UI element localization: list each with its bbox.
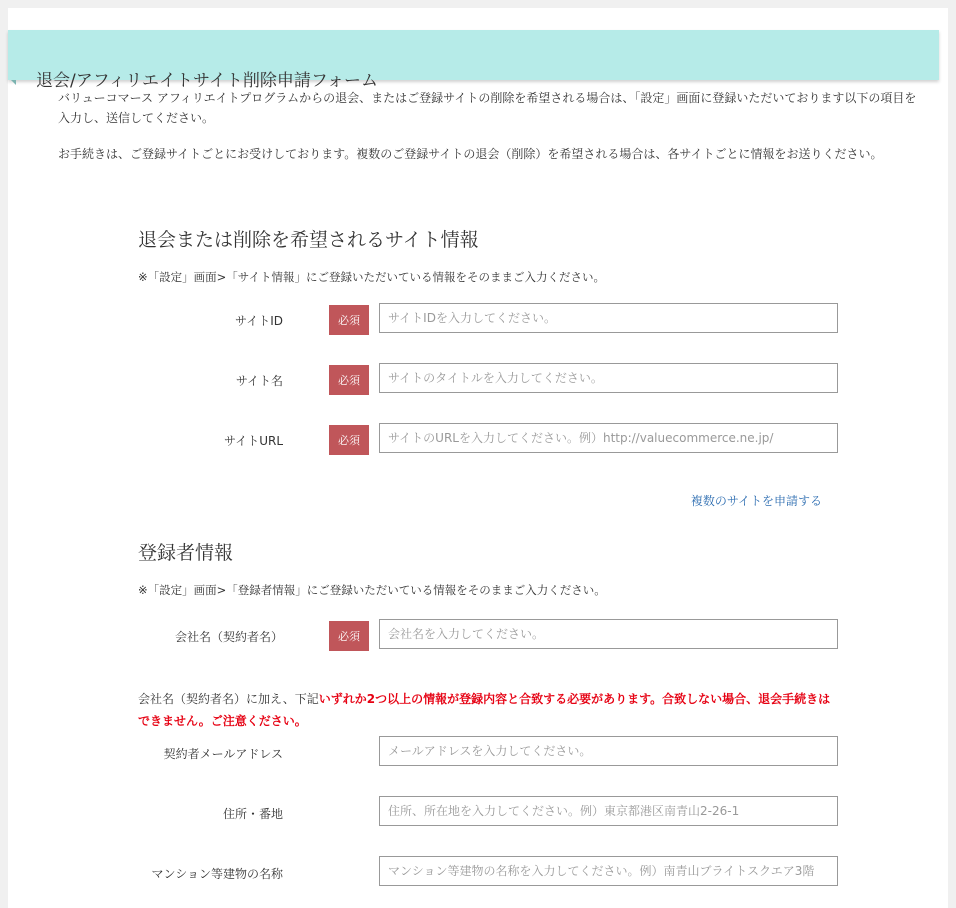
site-id-input[interactable] <box>379 303 838 333</box>
email-input[interactable] <box>379 736 838 766</box>
header-band <box>8 30 939 91</box>
registrant-section-note: ※「設定」画面>「登録者情報」にご登録いただいている情報をそのままご入力ください。 <box>138 583 606 597</box>
intro-paragraph-2: お手続きは、ご登録サイトごとにお受けしております。複数のご登録サイトの退会（削除）を希望される場合は、各サイトごとに情報をお送りください。 <box>58 147 883 161</box>
form-card <box>8 8 948 908</box>
address-label: 住所・番地 <box>222 807 283 821</box>
company-name-required-badge: 必須 <box>329 621 369 651</box>
site-url-input[interactable] <box>379 423 838 453</box>
site-name-required-badge: 必須 <box>329 365 369 395</box>
building-name-label: マンション等建物の名称 <box>151 867 283 881</box>
registrant-section-title: 登録者情報 <box>138 542 234 564</box>
address-input[interactable] <box>379 796 838 826</box>
email-label: 契約者メールアドレス <box>163 747 283 761</box>
site-section-title: 退会または削除を希望されるサイト情報 <box>138 229 479 251</box>
site-name-label: サイト名 <box>235 374 283 388</box>
header-ribbon-fold <box>11 80 16 85</box>
company-name-input[interactable] <box>379 619 838 649</box>
intro-paragraph-1: バリューコマース アフィリエイトプログラムからの退会、またはご登録サイトの削除を希望される場合は、「設定」画面に登録いただいております以下の項目を入力し、送信してください。 <box>58 91 917 125</box>
warning-emphasis: いずれか2つ以上の情報が登録内容と合致する必要があります。合致しない場合、退会手続きはできません。ご注意ください。 <box>138 692 831 728</box>
site-id-required-badge: 必須 <box>329 305 369 335</box>
site-section-note: ※「設定」画面>「サイト情報」にご登録いただいている情報をそのままご入力ください。 <box>138 270 605 284</box>
site-name-input[interactable] <box>379 363 838 393</box>
site-url-label: サイトURL <box>224 434 283 448</box>
page-title: 退会/アフィリエイトサイト削除申請フォーム <box>36 71 378 91</box>
warning-prefix: 会社名（契約者名）に加え、下記 <box>138 692 319 706</box>
apply-multiple-sites-link[interactable]: 複数のサイトを申請する <box>690 494 822 508</box>
site-id-label: サイトID <box>235 314 283 328</box>
site-url-required-badge: 必須 <box>329 425 369 455</box>
company-name-label: 会社名（契約者名） <box>174 630 283 644</box>
building-name-input[interactable] <box>379 856 838 886</box>
match-requirement-warning <box>138 688 838 732</box>
